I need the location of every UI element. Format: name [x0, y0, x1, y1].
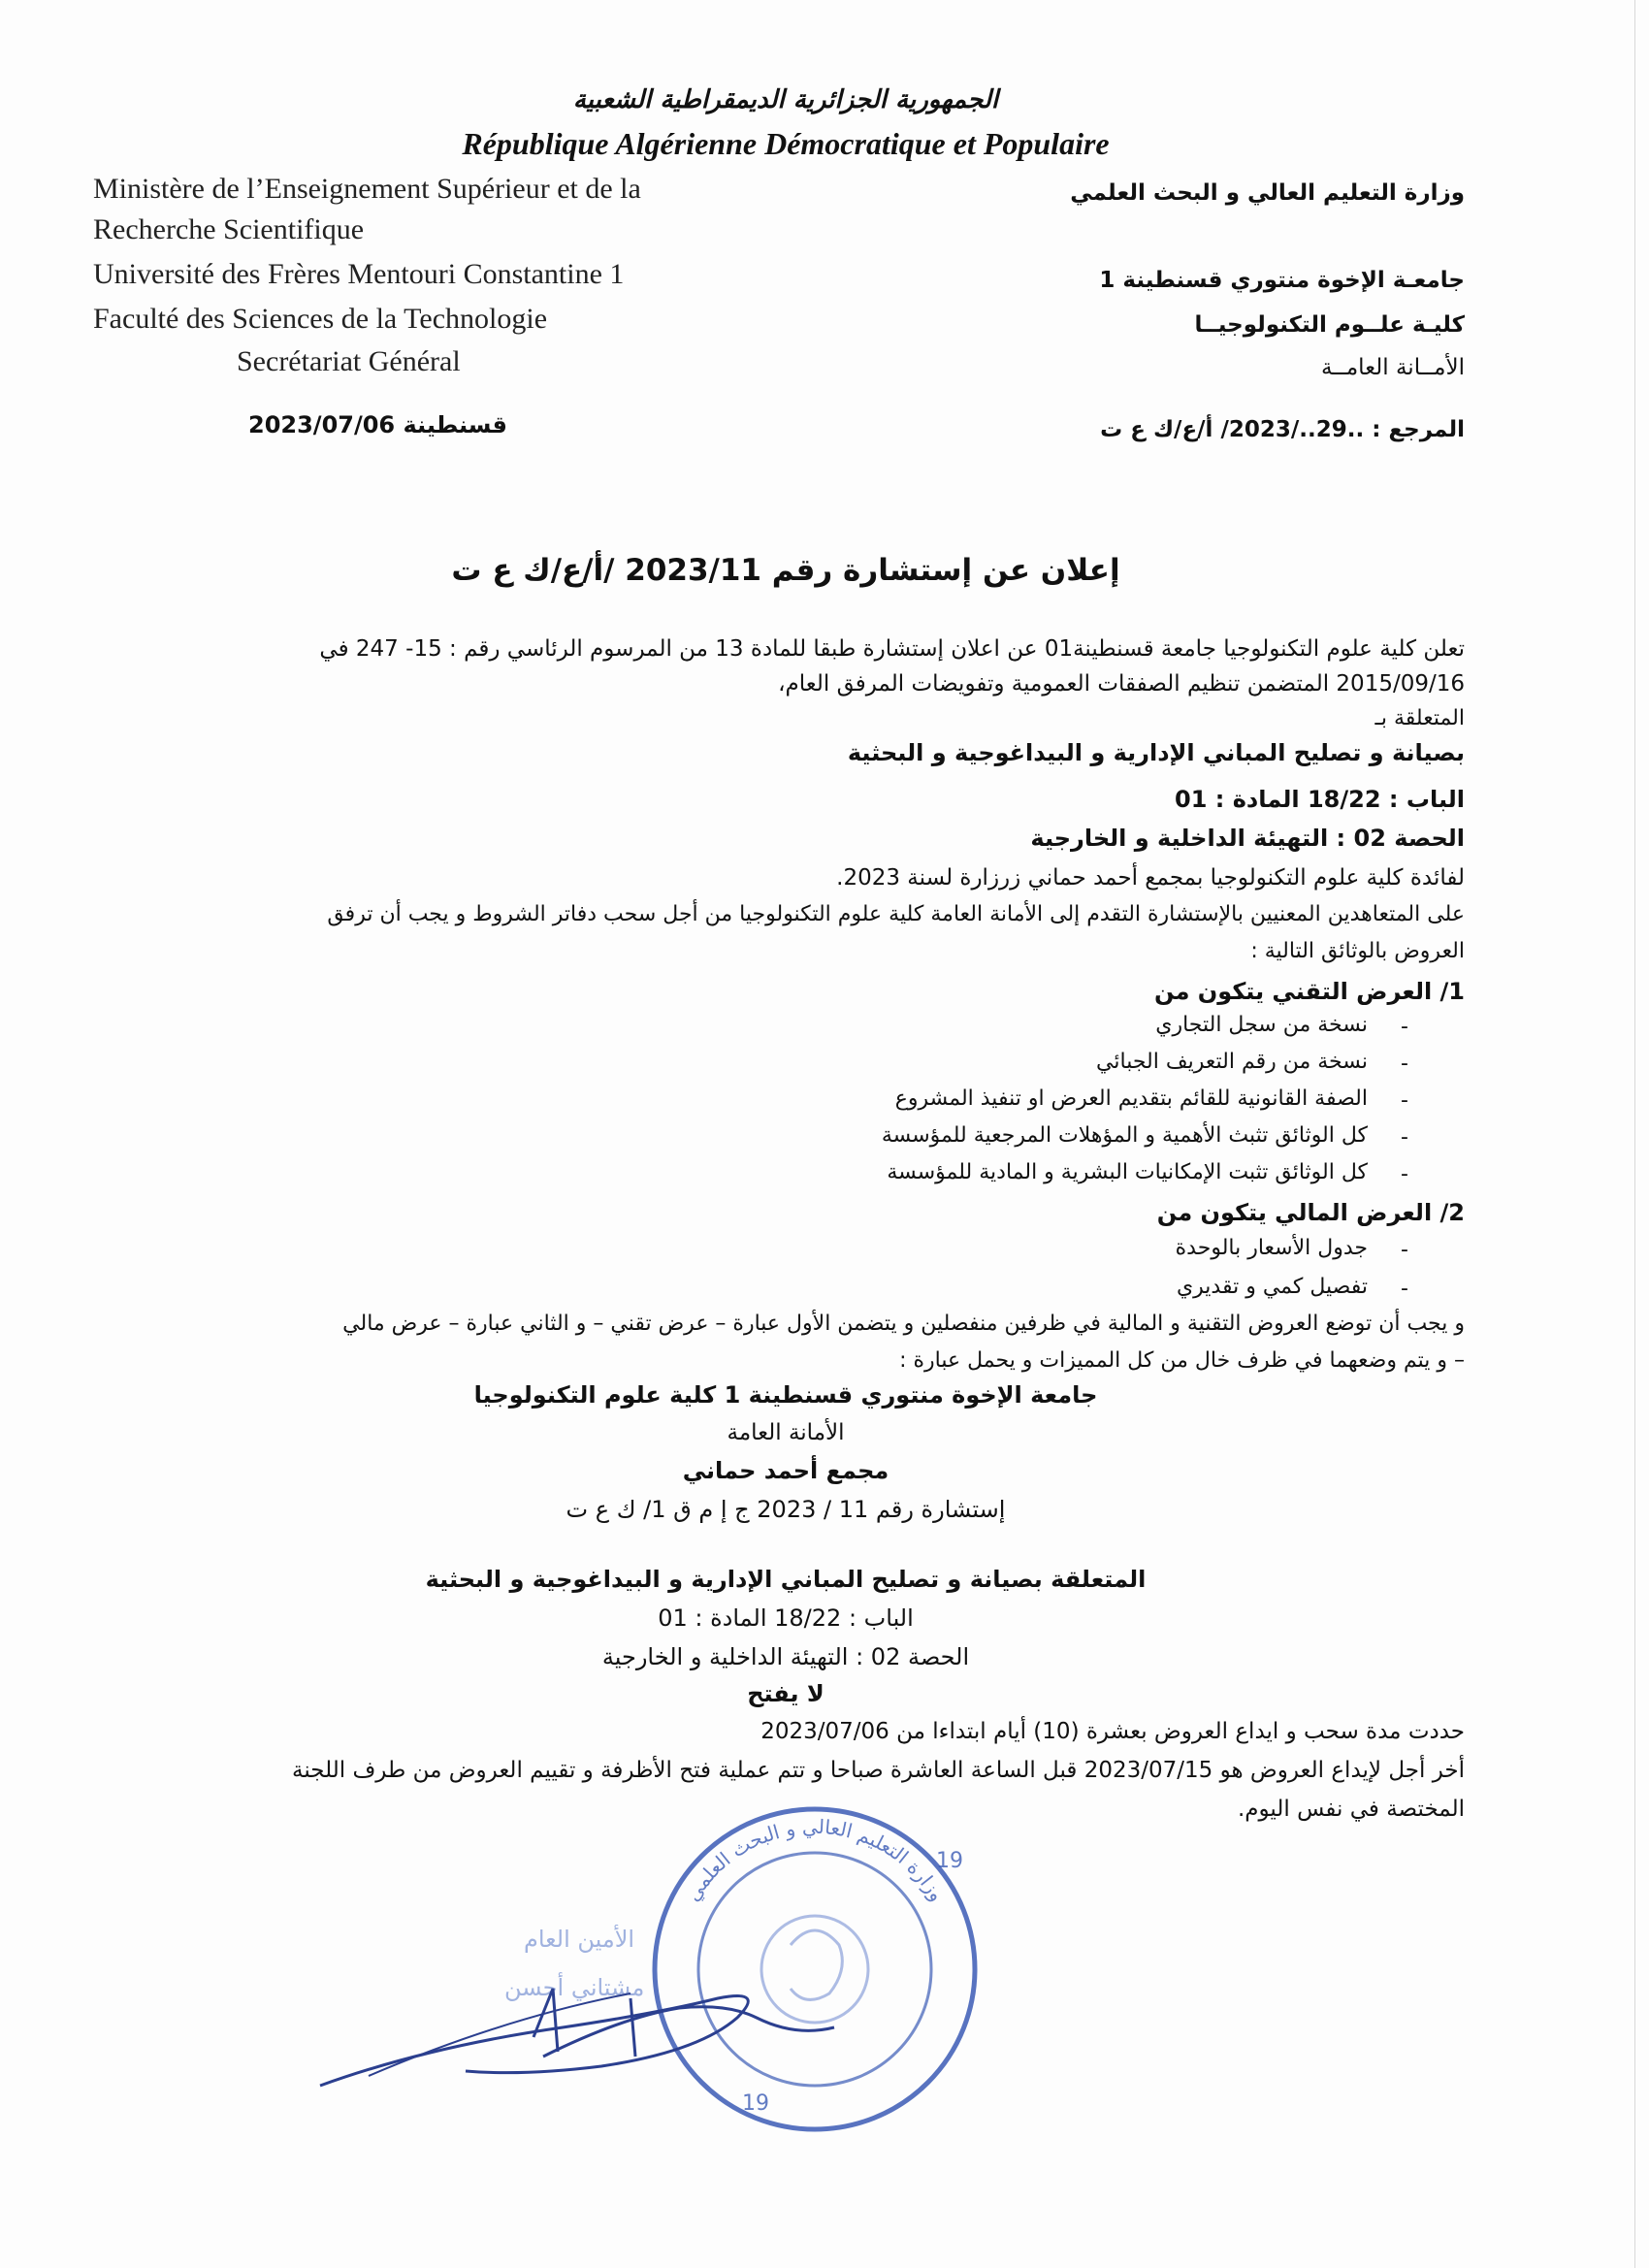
- header-fr-faculty: Faculté des Sciences de la Technologie: [93, 303, 548, 335]
- envelope-university: جامعة الإخوة منتوري قسنطينة 1 كلية علوم التكنولوجيا: [473, 1381, 1098, 1409]
- signature-title: الأمين العام: [524, 1926, 635, 1953]
- reference-number: المرجع : ..29../2023/ أ/ع/ك ع ت: [1100, 417, 1465, 442]
- technical-offer-heading: 1/ العرض التقني يتكون من: [1153, 978, 1465, 1005]
- bullet-dash: -: [1401, 1125, 1408, 1150]
- deadline-line-2: أخر أجل لإيداع العروض هو 2023/07/15 قبل الساعة العاشرة صباحا و تتم عملية فتح الأظرفة و تقييم العروض من طرف اللجنة: [292, 1758, 1465, 1783]
- signature-name: مشتاني أحسن: [504, 1974, 645, 2001]
- stamp-number-top: 19: [936, 1849, 963, 1873]
- beneficiary-line: لفائدة كلية علوم التكنولوجيا بمجمع أحمد حماني زرزارة لسنة 2023.: [836, 865, 1465, 891]
- deadline-line-3: المختصة في نفس اليوم.: [1238, 1797, 1465, 1822]
- stamp-ring-text: وزارة التعليم العالي و البحث العلمي: [680, 1814, 950, 1906]
- bullet-dash: -: [1401, 1238, 1408, 1262]
- chapter-line: الباب : 18/22 المادة : 01: [1175, 786, 1465, 813]
- envelope-line-2: – و يتم وضعهما في ظرف خال من كل المميزات و يحمل عبارة :: [899, 1348, 1465, 1373]
- header-fr-republic: République Algérienne Démocratique et Populaire: [462, 126, 1110, 161]
- header-ar-secretariat: الأمــانة العامــة: [1321, 355, 1465, 380]
- intro-line-2: 2015/09/16 المتضمن تنظيم الصفقات العمومية وتفويضات المرفق العام،: [778, 671, 1465, 697]
- header-fr-university: Université des Frères Mentouri Constantine 1: [93, 258, 625, 290]
- deadline-line-1: حددت مدة سحب و ايداع العروض بعشرة (10) أيام ابتداءا من 2023/07/06: [760, 1719, 1465, 1744]
- header-ar-university: جامعـة الإخوة منتوري قسنطينة 1: [1099, 268, 1465, 293]
- envelope-do-not-open: لا يفتح: [747, 1680, 824, 1707]
- financial-item: تفصيل كمي و تقديري: [1176, 1275, 1368, 1299]
- subject-line: بصيانة و تصليح المباني الإدارية و البيداغوجية و البحثية: [847, 739, 1465, 766]
- header-fr-ministry-1: Ministère de l’Enseignement Supérieur et de la: [93, 173, 641, 205]
- bullet-dash: -: [1401, 1015, 1408, 1039]
- header-ar-republic: الجمهورية الجزائرية الديمقراطية الشعبية: [572, 85, 999, 114]
- bullet-dash: -: [1401, 1052, 1408, 1076]
- header-fr-ministry-2: Recherche Scientifique: [93, 213, 365, 245]
- technical-item: الصفة القانونية للقائم بتقديم العرض او تنفيذ المشروع: [894, 1086, 1368, 1111]
- header-ar-ministry: وزارة التعليم العالي و البحث العلمي: [1070, 180, 1465, 206]
- bullet-dash: -: [1401, 1277, 1408, 1301]
- intro-line-3: المتعلقة بـ: [1374, 706, 1465, 730]
- header-fr-secretariat: Secrétariat Général: [237, 345, 461, 377]
- envelope-secretariat: الأمانة العامة: [727, 1420, 845, 1445]
- technical-item: نسخة من رقم التعريف الجبائي: [1096, 1050, 1368, 1074]
- envelope-chapter: الباب : 18/22 المادة : 01: [658, 1604, 914, 1632]
- technical-item: نسخة من سجل التجاري: [1155, 1013, 1368, 1037]
- page-edge: [1634, 0, 1635, 2268]
- financial-offer-heading: 2/ العرض المالي يتكون من: [1156, 1199, 1465, 1226]
- header-ar-faculty: كليـة علــوم التكنولوجيــا: [1194, 312, 1465, 338]
- bullet-dash: -: [1401, 1162, 1408, 1186]
- envelope-complex: مجمع أحمد حماني: [682, 1457, 889, 1484]
- envelope-line-1: و يجب أن توضع العروض التقنية و المالية في ظرفين منفصلين و يتضمن الأول عبارة – عرض تقني – و الثاني عبارة – عرض مالي: [342, 1312, 1465, 1336]
- technical-item: كل الوثائق تثبت الإمكانيات البشرية و المادية للمؤسسة: [887, 1160, 1368, 1184]
- intro-line-1: تعلن كلية علوم التكنولوجيا جامعة قسنطينة01 عن اعلان إستشارة طبقا للمادة 13 من المرسوم الرئاسي رقم : 15- 247 في: [319, 636, 1465, 662]
- contractors-line-1: على المتعاهدين المعنيين بالإستشارة التقدم إلى الأمانة العامة كلية علوم التكنولوجيا من أجل سحب دفاتر الشروط و يجب أن ترفق: [327, 902, 1465, 926]
- envelope-consultation: إستشارة رقم 11 / 2023 ج إ م ق 1/ ك ع ت: [566, 1496, 1006, 1523]
- lot-line: الحصة 02 : التهيئة الداخلية و الخارجية: [1030, 825, 1465, 852]
- financial-item: جدول الأسعار بالوحدة: [1175, 1236, 1368, 1260]
- envelope-subject: المتعلقة بصيانة و تصليح المباني الإدارية و البيداغوجية و البحثية: [425, 1566, 1147, 1593]
- contractors-line-2: العروض بالوثائق التالية :: [1250, 939, 1465, 963]
- stamp-number-bottom: 19: [742, 2091, 769, 2116]
- envelope-lot: الحصة 02 : التهيئة الداخلية و الخارجية: [601, 1643, 970, 1670]
- date-place: قسنطينة 2023/07/06: [248, 411, 507, 438]
- svg-text:وزارة التعليم العالي و البحث ا: [681, 1815, 950, 1906]
- technical-item: كل الوثائق تثبث الأهمية و المؤهلات المرجعية للمؤسسة: [881, 1123, 1368, 1148]
- announcement-title: إعلان عن إستشارة رقم 2023/11 /أ/ع/ك ع ت: [451, 553, 1120, 588]
- bullet-dash: -: [1401, 1088, 1408, 1113]
- handwritten-signature: [310, 1960, 854, 2105]
